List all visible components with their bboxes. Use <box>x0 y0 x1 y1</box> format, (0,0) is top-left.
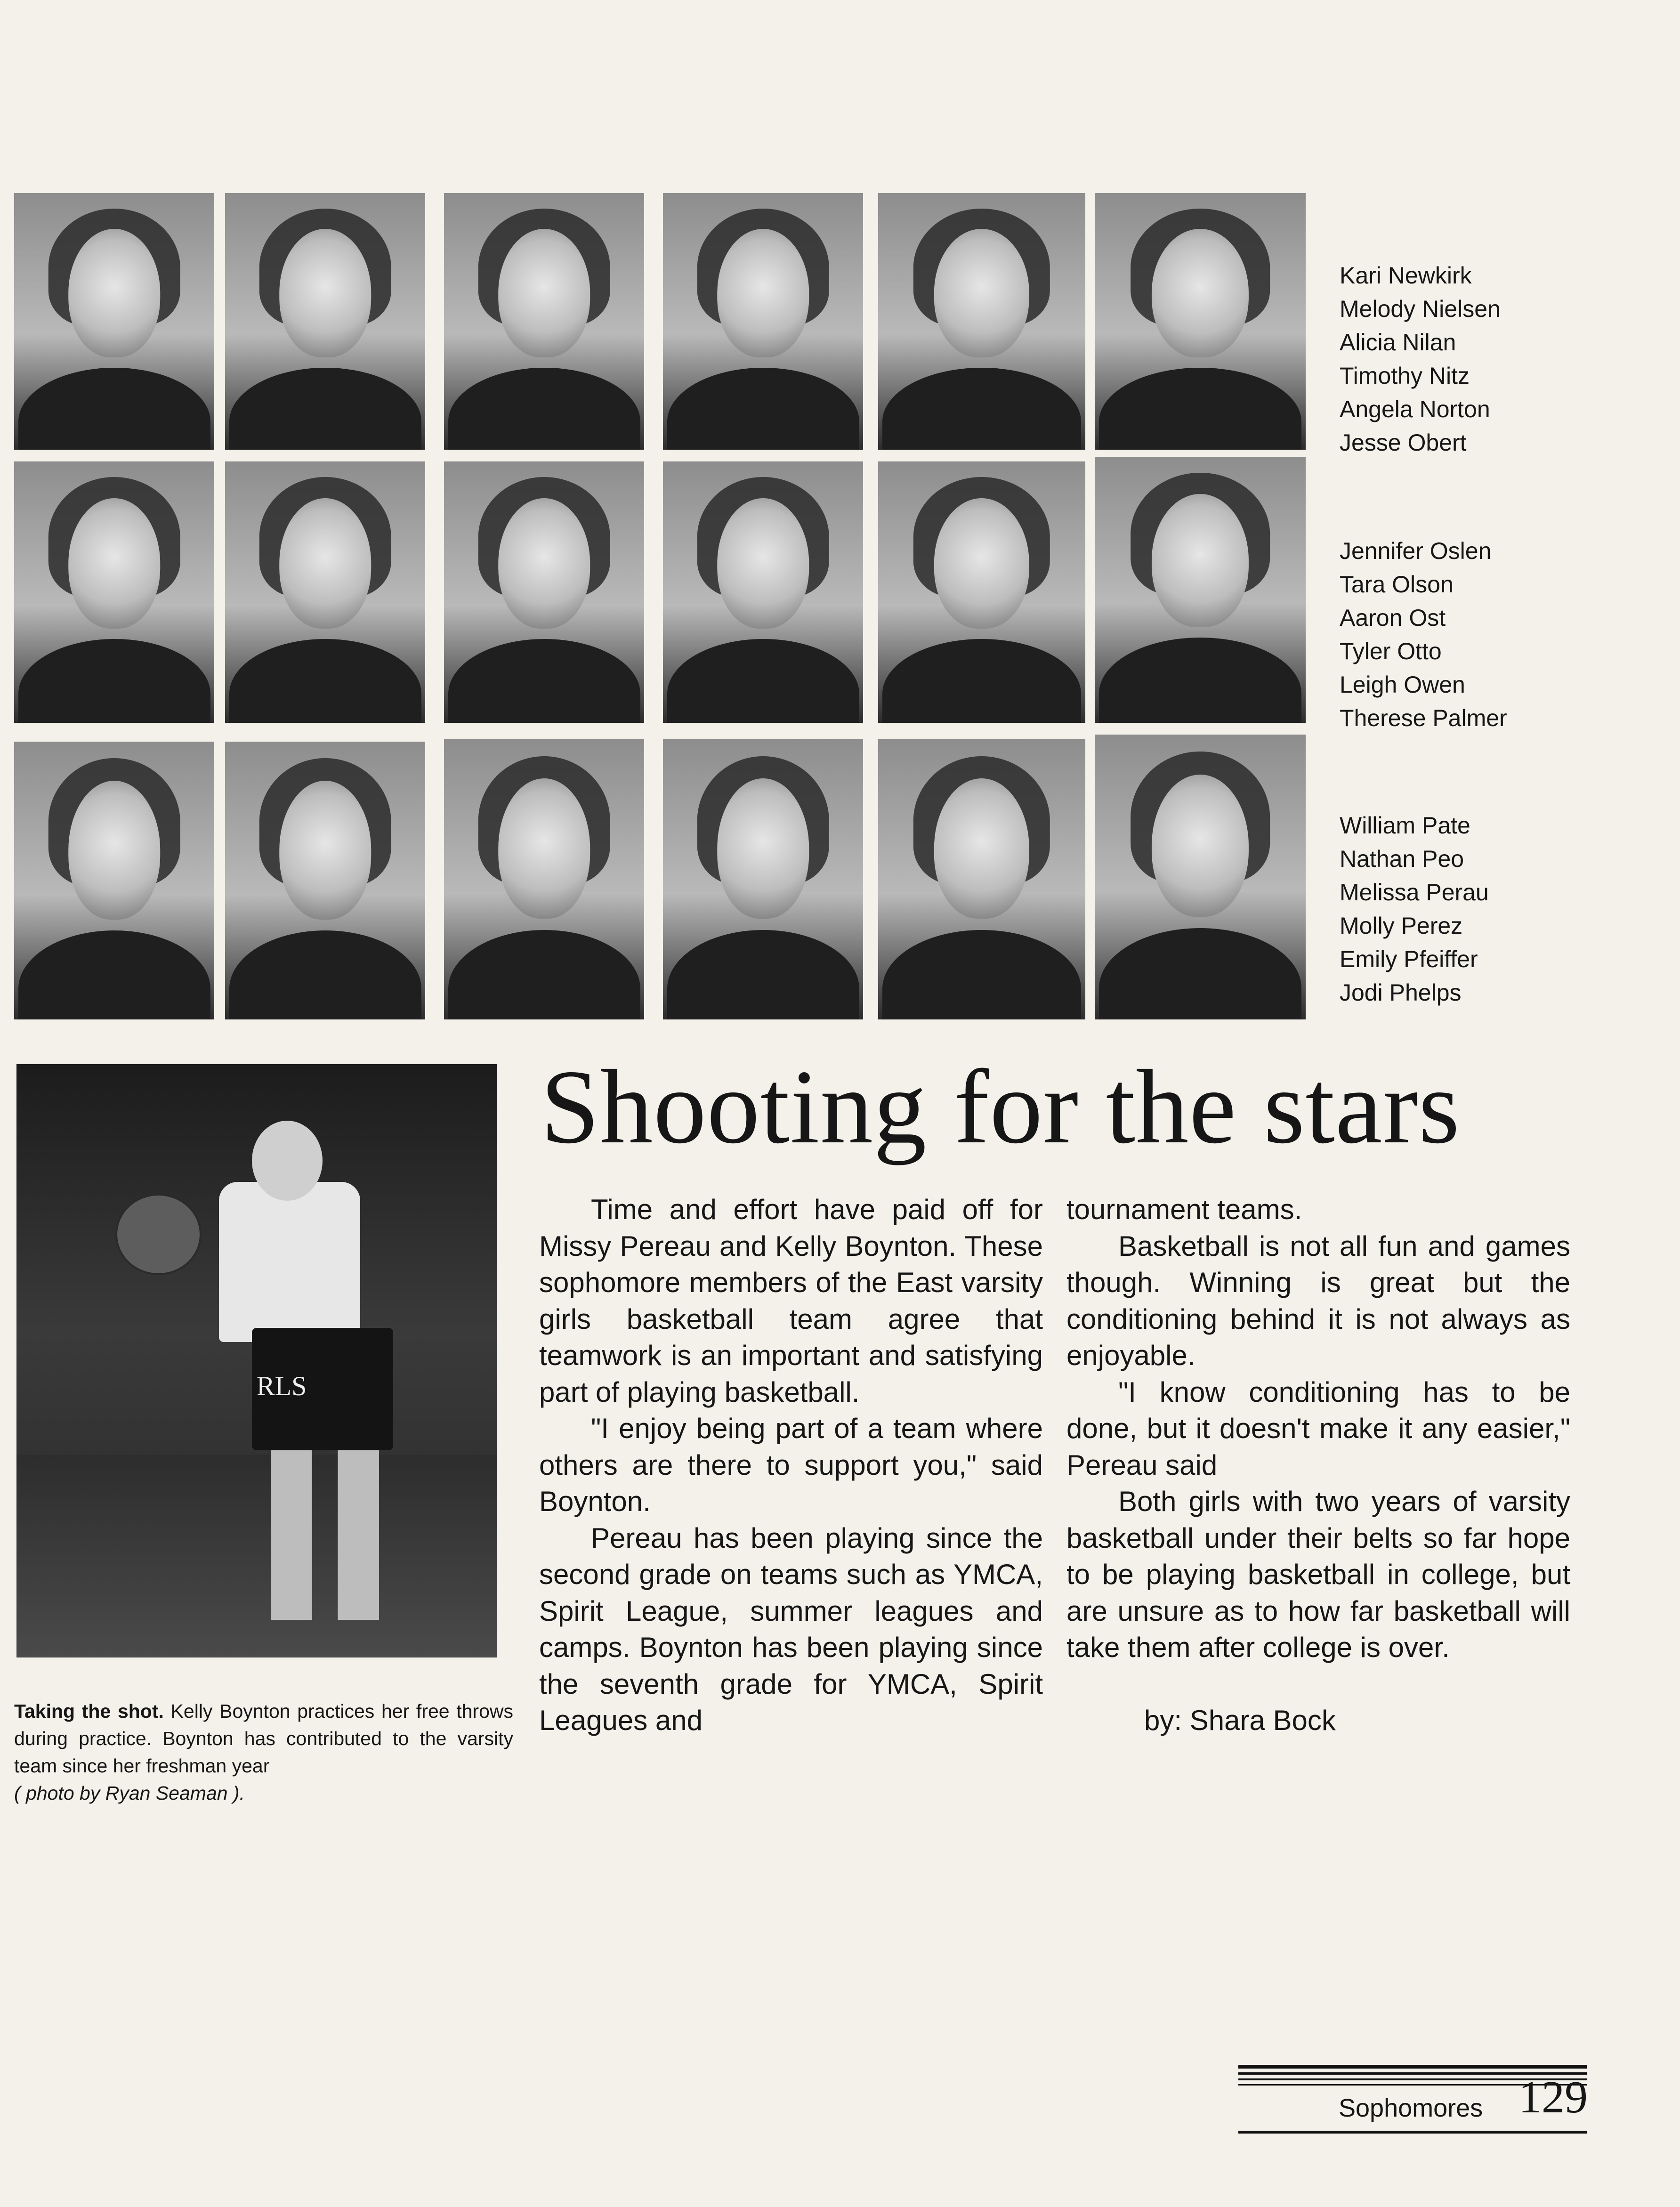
portrait-photo <box>14 461 214 723</box>
student-name: Jesse Obert <box>1340 429 1467 456</box>
student-name: William Pate <box>1340 812 1470 839</box>
basketball <box>115 1194 202 1275</box>
gym-floor <box>16 1455 497 1657</box>
article-paragraph: Time and effort have paid off for Missy Pereau and Kelly Boynton. These sophomore members of the East varsity girls basketball team agree that teamwork is an important and satisfying part of playing basketball. <box>539 1194 1043 1408</box>
student-name: Emily Pfeiffer <box>1340 946 1478 972</box>
student-name: Angela Norton <box>1340 396 1490 422</box>
student-name: Jennifer Oslen <box>1340 538 1492 564</box>
article-paragraph: Pereau has been playing since the second grade on teams such as YMCA, Spirit League, summer leagues and camps. Boynton has been playing since the seventh grade for YMCA, Spirit Leagues and <box>539 1522 1043 1736</box>
student-name: Leigh Owen <box>1340 671 1465 698</box>
student-name: Therese Palmer <box>1340 705 1507 731</box>
article-paragraph: "I enjoy being part of a team where others are there to support you," said Boynton. <box>539 1413 1043 1517</box>
article-paragraph: Basketball is not all fun and games though. Winning is great but the conditioning behind it is not always as enjoyable. <box>1066 1230 1570 1371</box>
basketball-photo <box>16 1064 497 1657</box>
portrait-photo <box>663 193 863 450</box>
student-name: Melody Nielsen <box>1340 296 1501 322</box>
student-name: Kari Newkirk <box>1340 262 1472 289</box>
portrait-photo <box>444 461 644 723</box>
photo-caption <box>14 1698 513 1807</box>
student-name: Tyler Otto <box>1340 638 1442 664</box>
student-name: Tara Olson <box>1340 571 1454 598</box>
portrait-photo <box>14 193 214 450</box>
portrait-photo <box>14 742 214 1019</box>
portrait-grid <box>14 193 1309 1019</box>
student-name: Melissa Perau <box>1340 879 1489 905</box>
jersey-text: RLS <box>257 1371 307 1401</box>
portrait-photo <box>1095 457 1306 723</box>
portrait-photo <box>663 461 863 723</box>
portrait-photo <box>444 739 644 1019</box>
student-name: Jodi Phelps <box>1340 979 1462 1006</box>
footer-rule <box>1238 2131 1587 2134</box>
caption-text: Kelly Boynton practices her free throws during practice. Boynton has contributed to the varsity team since her freshman year <box>14 1700 513 1777</box>
article-column-1 <box>539 1191 1043 1739</box>
student-name: Alicia Nilan <box>1340 329 1456 356</box>
portrait-names-row2 <box>1340 534 1622 735</box>
student-name: Aaron Ost <box>1340 605 1446 631</box>
portrait-photo <box>1095 735 1306 1019</box>
player-head <box>252 1121 323 1201</box>
portrait-photo <box>444 193 644 450</box>
article-byline: by: Shara Bock <box>1144 1704 1336 1736</box>
section-label: Sophomores <box>1339 2094 1483 2122</box>
portrait-photo <box>1095 193 1306 450</box>
article-paragraph: "I know conditioning has to be done, but it doesn't make it any easier," Pereau said <box>1066 1376 1570 1481</box>
player-legs <box>271 1441 379 1620</box>
portrait-photo <box>878 461 1085 723</box>
portrait-photo <box>225 193 425 450</box>
photo-credit: ( photo by Ryan Seaman ). <box>14 1782 245 1804</box>
caption-lead: Taking the shot. <box>14 1700 164 1722</box>
portrait-photo <box>878 193 1085 450</box>
student-name: Molly Perez <box>1340 913 1463 939</box>
article-paragraph: tournament teams. <box>1066 1194 1302 1225</box>
page-number: 129 <box>1518 2072 1588 2123</box>
student-name: Timothy Nitz <box>1340 363 1470 389</box>
student-name: Nathan Peo <box>1340 846 1464 872</box>
portrait-names-row1 <box>1340 259 1622 460</box>
article-headline: Shooting for the stars <box>541 1048 1461 1165</box>
portrait-photo <box>225 742 425 1019</box>
article-column-2 <box>1066 1191 1570 1738</box>
portrait-photo <box>225 461 425 723</box>
player-shirt <box>219 1182 360 1342</box>
portrait-names-row3 <box>1340 809 1622 1010</box>
portrait-photo <box>663 739 863 1019</box>
portrait-photo <box>878 739 1085 1019</box>
article-paragraph: Both girls with two years of varsity basketball under their belts so far hope to be playing basketball in college, but are unsure as to how far basketball will take them after college is over. <box>1066 1486 1570 1663</box>
